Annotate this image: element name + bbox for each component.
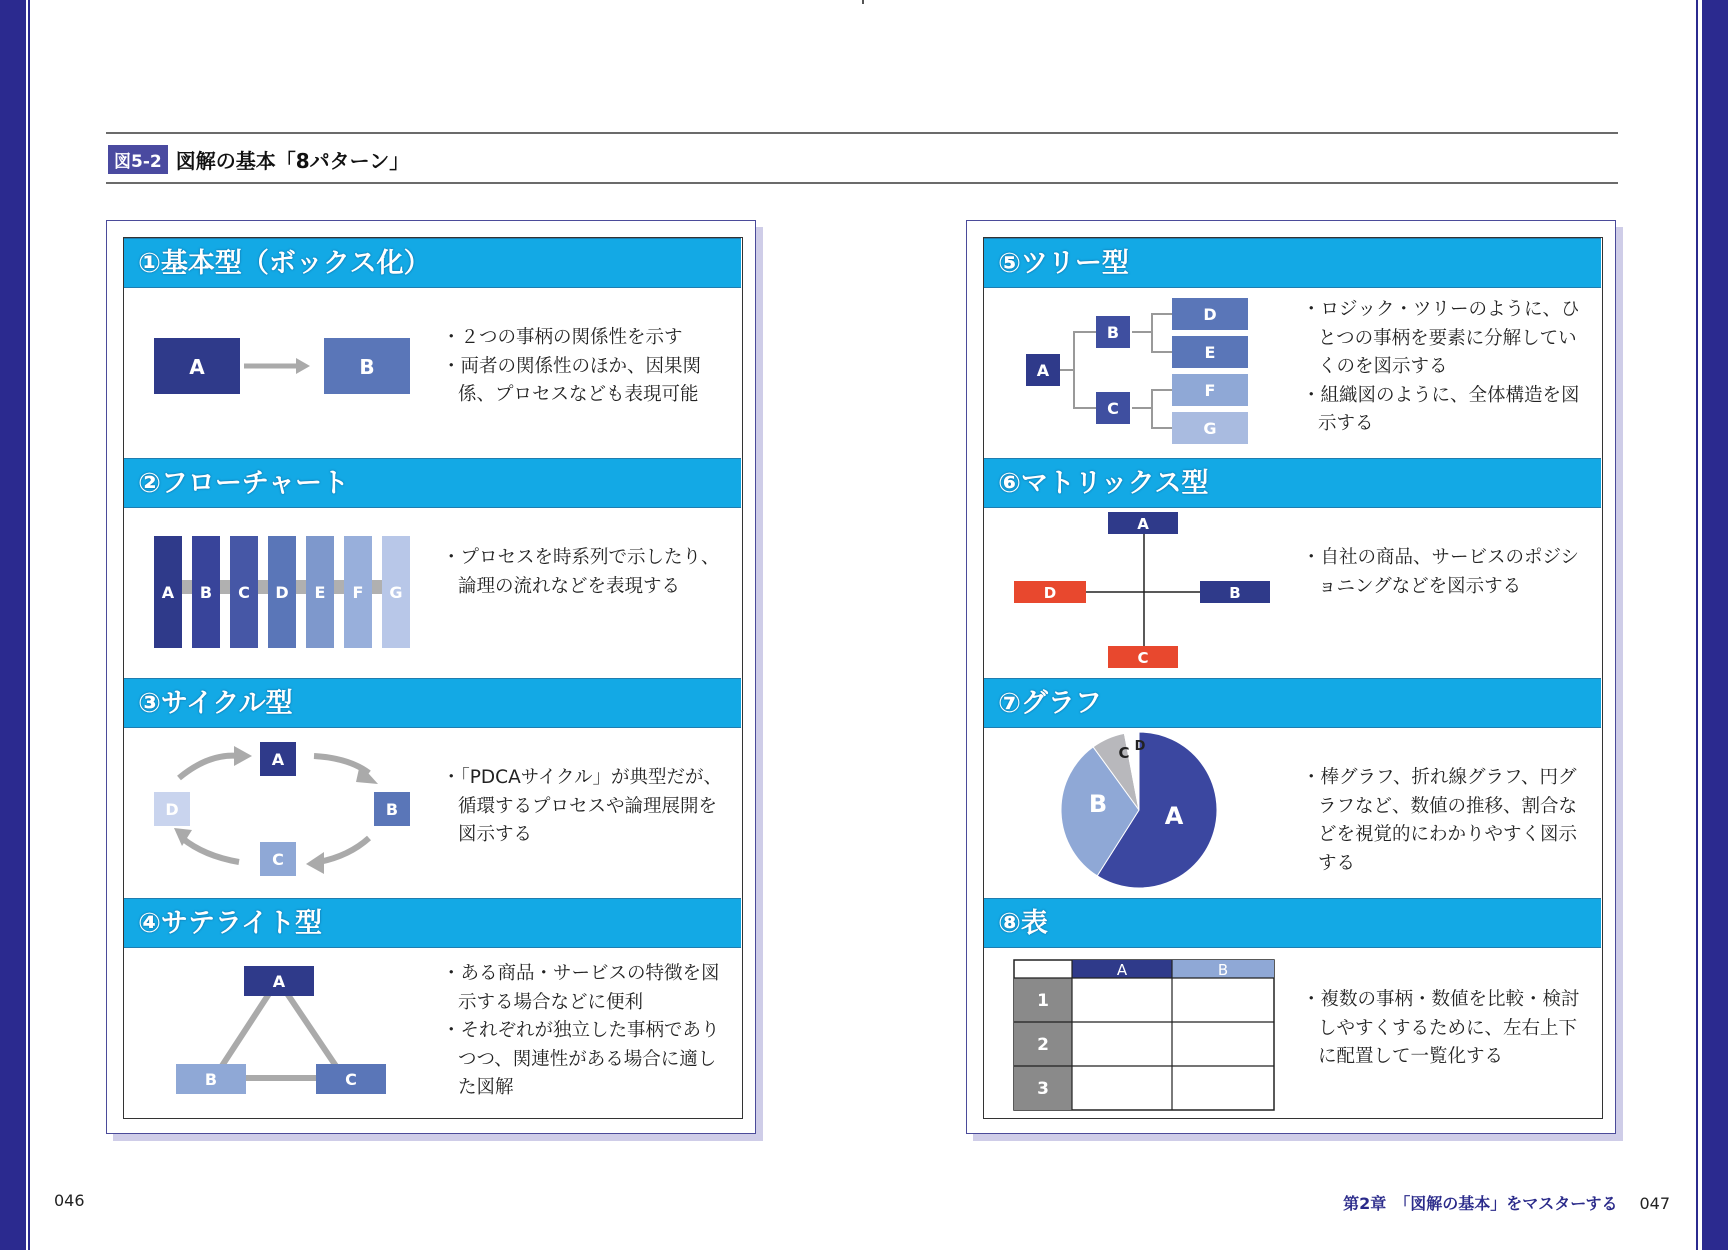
- flow-g: G: [389, 583, 403, 602]
- cycle-a: A: [271, 750, 285, 769]
- figure-caption: [108, 146, 409, 172]
- tree-c: C: [1107, 399, 1119, 418]
- right-panel: [966, 220, 1616, 1134]
- box-a: A: [189, 355, 205, 379]
- tree-e: E: [1204, 343, 1216, 362]
- tree-diagram: [984, 288, 1294, 458]
- figure-title: 図解の基本「8パターン」: [175, 148, 410, 173]
- chapter-title: 第2章 「図解の基本」をマスターする: [1343, 1194, 1618, 1213]
- section-title: ③サイクル型: [124, 678, 741, 728]
- section-description: [442, 324, 732, 410]
- bullet: ・ロジック・ツリーのように、ひとつの事柄を要素に分解していくのを図示する: [1302, 299, 1580, 377]
- pie-label-a: A: [1164, 802, 1184, 830]
- section-title: ⑧表: [984, 898, 1601, 948]
- header-rule-bottom: [106, 182, 1618, 184]
- section-description: [1302, 544, 1592, 601]
- section-title: ⑤ツリー型: [984, 238, 1601, 288]
- cycle-c: C: [272, 850, 284, 869]
- section-title: ⑥マトリックス型: [984, 458, 1601, 508]
- satellite-diagram: [124, 948, 434, 1118]
- graph-diagram: [984, 728, 1294, 898]
- tree-f: F: [1204, 381, 1216, 400]
- bullet: ・２つの事柄の関係性を示す: [442, 327, 683, 348]
- tree-g: G: [1203, 419, 1217, 438]
- section-description: [1302, 764, 1592, 878]
- matrix-d: D: [1043, 584, 1057, 602]
- section-tree: [984, 238, 1601, 458]
- table-row-1: 1: [1037, 991, 1049, 1011]
- tree-d: D: [1203, 305, 1217, 324]
- bullet: ・ある商品・サービスの特徴を図示する場合などに便利: [442, 963, 720, 1013]
- left-edge-bar: [0, 0, 26, 1250]
- table-header-a: A: [1116, 961, 1128, 979]
- matrix-b: B: [1229, 584, 1241, 602]
- bullet: ・プロセスを時系列で示したり、論理の流れなどを表現する: [442, 547, 720, 597]
- page-number-left: 046: [54, 1191, 85, 1210]
- bullet: ・棒グラフ、折れ線グラフ、円グラフなど、数値の推移、割合などを視覚的にわかりやすく図示する: [1302, 767, 1578, 874]
- top-mark: [862, 0, 864, 4]
- flow-d: D: [275, 583, 289, 602]
- pie-label-d: D: [1134, 739, 1146, 754]
- section-matrix: [984, 458, 1601, 678]
- bullet: ・組織図のように、全体構造を図示する: [1302, 384, 1580, 434]
- header-rule-top: [106, 132, 1618, 134]
- flowchart-diagram: [124, 508, 434, 678]
- left-panel: [106, 220, 756, 1134]
- matrix-c: C: [1137, 649, 1149, 667]
- cycle-d: D: [165, 800, 179, 819]
- box-b: B: [359, 355, 375, 379]
- bullet: ・それぞれが独立した事柄でありつつ、関連性がある場合に適した図解: [442, 1020, 720, 1098]
- tree-a: A: [1036, 361, 1050, 380]
- section-description: [442, 764, 732, 850]
- section-description: [1302, 986, 1592, 1072]
- flow-b: B: [199, 583, 213, 602]
- bullet: ・両者の関係性のほか、因果関係、プロセスなども表現可能: [442, 355, 702, 405]
- matrix-diagram: [984, 508, 1294, 678]
- table-row-2: 2: [1037, 1035, 1049, 1055]
- bullet: ・自社の商品、サービスのポジショニングなどを図示する: [1302, 547, 1580, 597]
- section-flowchart: [124, 458, 741, 678]
- flow-e: E: [314, 583, 326, 602]
- section-title: ④サテライト型: [124, 898, 741, 948]
- satellite-c: C: [345, 1070, 357, 1089]
- section-description: [442, 544, 732, 601]
- section-title: ①基本型（ボックス化）: [124, 238, 741, 288]
- section-title: ②フローチャート: [124, 458, 741, 508]
- section-cycle: [124, 678, 741, 898]
- right-edge-bar: [1702, 0, 1728, 1250]
- flow-a: A: [161, 583, 175, 602]
- satellite-a: A: [272, 972, 286, 991]
- tree-b: B: [1106, 323, 1120, 342]
- flow-f: F: [352, 583, 364, 602]
- page-number-right: 047: [1639, 1194, 1670, 1213]
- footer-right: [1343, 1191, 1670, 1214]
- section-description: [442, 960, 732, 1103]
- section-table: [984, 898, 1601, 1118]
- basic-diagram: [124, 288, 434, 458]
- section-basic: [124, 238, 741, 458]
- satellite-b: B: [204, 1070, 218, 1089]
- cycle-diagram: [124, 728, 434, 898]
- pie-label-b: B: [1088, 790, 1108, 818]
- flow-c: C: [238, 583, 250, 602]
- bullet: ・「PDCAサイクル」が典型だが、循環するプロセスや論理展開を図示する: [442, 767, 723, 845]
- bullet: ・複数の事柄・数値を比較・検討しやすくするために、左右上下に配置して一覧化する: [1302, 989, 1580, 1067]
- table-diagram: [984, 948, 1294, 1118]
- table-header-b: B: [1217, 961, 1229, 979]
- section-description: [1302, 296, 1592, 439]
- matrix-a: A: [1137, 515, 1149, 533]
- section-satellite: [124, 898, 741, 1118]
- section-title: ⑦グラフ: [984, 678, 1601, 728]
- table-row-3: 3: [1037, 1079, 1049, 1099]
- section-graph: [984, 678, 1601, 898]
- pie-label-c: C: [1118, 744, 1130, 762]
- cycle-b: B: [385, 800, 399, 819]
- figure-tag: 図5-2: [108, 145, 168, 174]
